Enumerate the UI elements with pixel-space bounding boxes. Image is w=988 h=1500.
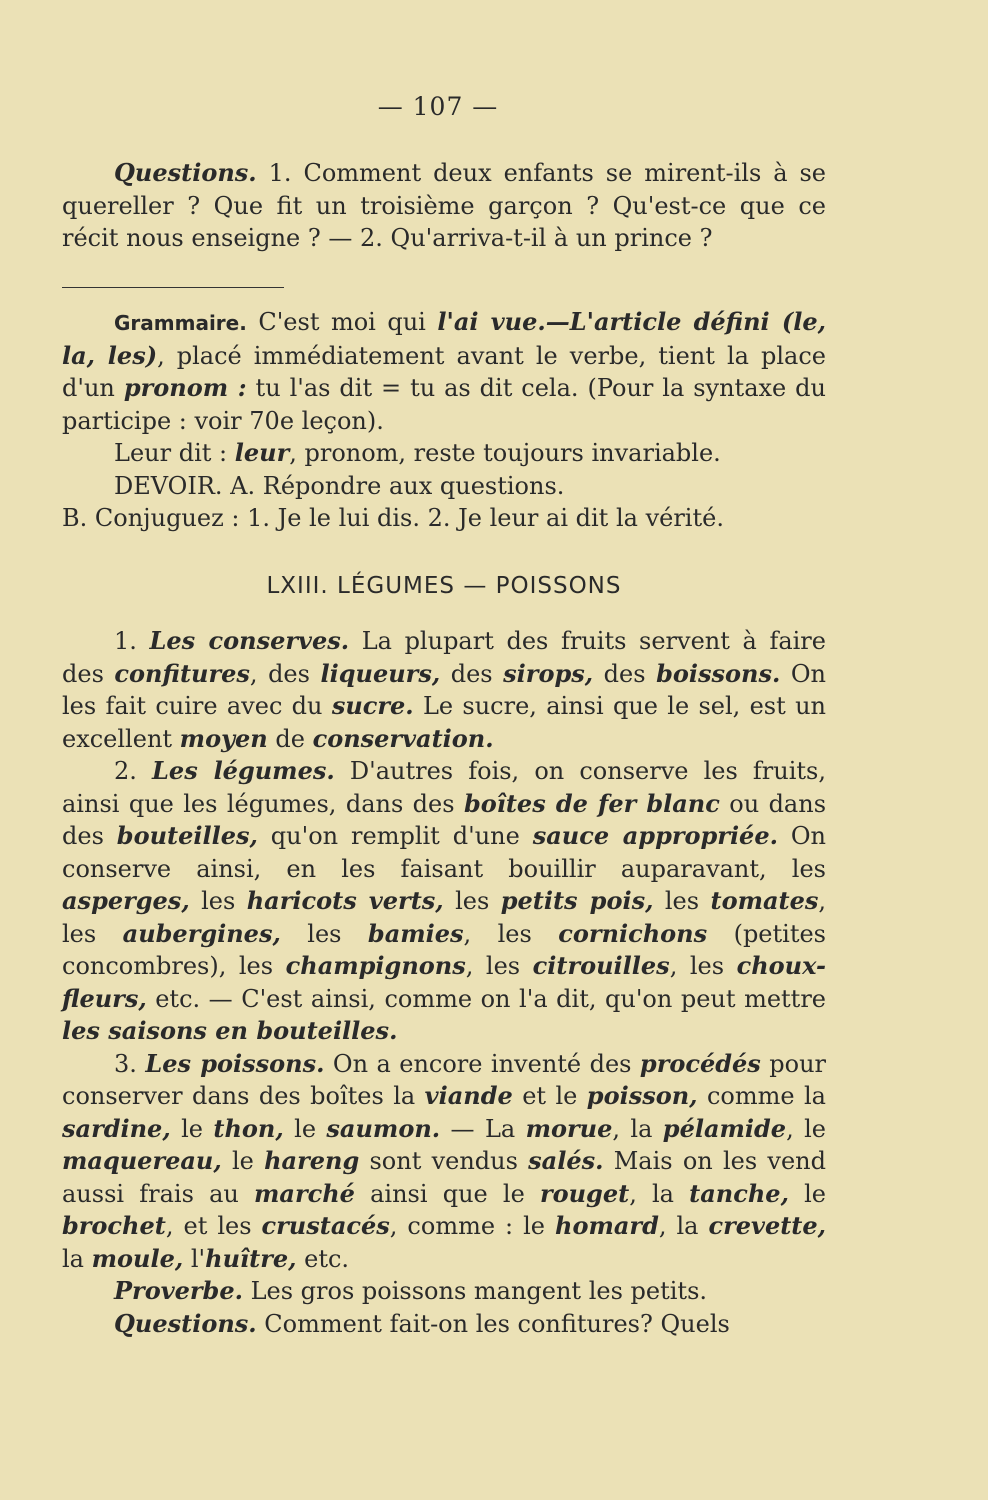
paragraph-conserves xyxy=(62,625,826,755)
grammar-text: C'est moi qui xyxy=(246,308,438,336)
text: ainsi que le xyxy=(354,1179,540,1208)
text: pour conserver dans des boîtes la xyxy=(62,1049,827,1110)
text: , les xyxy=(669,952,737,980)
emphasis: crevette, xyxy=(708,1211,827,1240)
emphasis: sauce appropriée. xyxy=(532,821,778,850)
text: Mais on les vend aussi frais au xyxy=(62,1147,827,1208)
emphasis: petits pois, xyxy=(500,886,654,915)
text: , comme : le xyxy=(389,1212,556,1240)
questions-text: Comment fait-on les confitures? Quels xyxy=(256,1309,730,1338)
text: ou dans des xyxy=(62,789,827,850)
emphasis: homard xyxy=(555,1211,659,1240)
questions-label: Questions. xyxy=(114,158,257,187)
grammar-label: Grammaire. xyxy=(114,311,247,335)
emphasis: crustacés xyxy=(261,1211,390,1240)
text: On les fait cuire avec du xyxy=(62,659,827,720)
proverb-paragraph xyxy=(62,1275,826,1308)
text: et le xyxy=(512,1082,587,1110)
emphasis: marché xyxy=(254,1178,355,1208)
section-divider xyxy=(62,287,284,288)
emphasis: procédés xyxy=(639,1048,761,1078)
emphasis: haricots verts, xyxy=(246,886,444,915)
text: le xyxy=(221,1147,265,1175)
text: sont vendus xyxy=(359,1147,529,1175)
text: les xyxy=(189,887,247,915)
text: On conserve ainsi, en les faisant bouillir auparavant, les xyxy=(62,822,826,883)
text: le xyxy=(788,1179,826,1208)
text: , les xyxy=(62,887,827,948)
grammar-emphasis: L'article défini (le, la, les) xyxy=(62,307,826,370)
text: comme la xyxy=(697,1082,826,1110)
emphasis: boissons. xyxy=(656,658,781,688)
questions-text: 1. Comment deux enfants se mirent-ils à se quereller ? Que fit un troisième garçon ? Qu'est-ce que ce récit nous enseigne ? — 2. Qu'arriva-t-il à un prince ? xyxy=(62,159,826,252)
top-section xyxy=(62,157,826,255)
text: des xyxy=(593,659,657,688)
para-number: 1. xyxy=(114,627,150,655)
grammar-section xyxy=(62,306,826,535)
grammar-emphasis: l'ai xyxy=(437,307,479,336)
paragraph-legumes xyxy=(62,755,826,1048)
page-number: — 107 — xyxy=(377,92,499,121)
emphasis: saumon. xyxy=(326,1113,441,1143)
text: La plupart des fruits servent à faire des xyxy=(62,627,826,688)
emphasis: boîtes de fer blanc xyxy=(463,788,720,818)
emphasis: citrouilles xyxy=(532,951,670,980)
emphasis: rouget xyxy=(539,1178,630,1208)
text: On a encore inventé des xyxy=(324,1049,640,1078)
text: les xyxy=(443,887,501,915)
emphasis: thon, xyxy=(213,1113,284,1143)
emphasis: sirops, xyxy=(503,658,594,688)
text: etc. — C'est ainsi, comme on l'a dit, qu'on peut mettre xyxy=(146,984,826,1013)
emphasis: sardine, xyxy=(62,1113,171,1143)
emphasis: sucre. xyxy=(331,691,414,720)
emphasis: choux-fleurs, xyxy=(62,951,826,1013)
emphasis: cornichons xyxy=(558,918,708,948)
text: , et les xyxy=(165,1212,262,1240)
text: des xyxy=(440,659,504,688)
emphasis: asperges, xyxy=(62,886,190,915)
emphasis: moule, xyxy=(91,1243,184,1273)
text: l' xyxy=(183,1244,206,1273)
leur-text: Leur dit : xyxy=(114,439,235,467)
emphasis: champignons xyxy=(285,951,466,980)
grammar-emphasis: pronom : xyxy=(123,373,247,402)
text: le xyxy=(283,1114,327,1143)
text: D'autres fois, on conserve les fruits, ainsi que les légumes, dans des xyxy=(62,757,827,818)
grammar-emphasis: vue.— xyxy=(478,307,570,336)
emphasis: les saisons en bouteilles. xyxy=(62,1016,398,1045)
emphasis: maquereau, xyxy=(62,1146,222,1175)
text: Le sucre, ainsi que le sel, est un excellent xyxy=(62,692,826,753)
emphasis: tanche, xyxy=(689,1178,789,1208)
text: qu'on remplit d'une xyxy=(257,822,533,850)
para-title: Les conserves. xyxy=(149,626,350,655)
emphasis: huître, xyxy=(205,1243,297,1273)
emphasis: salés. xyxy=(528,1146,604,1175)
leur-text: , pronom, reste toujours invariable. xyxy=(289,439,721,467)
leur-emphasis: leur xyxy=(234,438,290,467)
questions-bottom-paragraph xyxy=(62,1308,826,1341)
text: les xyxy=(280,919,368,948)
text: , la xyxy=(658,1212,709,1240)
proverb-label: Proverbe. xyxy=(114,1276,243,1305)
proverb-text: Les gros poissons mangent les petits. xyxy=(242,1277,708,1305)
emphasis: viande xyxy=(424,1081,513,1110)
text: , les xyxy=(463,919,559,948)
text: (petites concombres), les xyxy=(62,919,826,980)
grammar-text: , placé immédiatement avant le verbe, tient la place d'un xyxy=(62,341,826,402)
questions-paragraph xyxy=(62,157,826,255)
emphasis: bouteilles, xyxy=(116,821,258,850)
lesson-heading: LXIII. LÉGUMES — POISSONS xyxy=(266,573,622,599)
text: le xyxy=(170,1114,214,1143)
emphasis: conservation. xyxy=(312,723,494,753)
emphasis: tomates xyxy=(710,886,819,915)
questions-label: Questions. xyxy=(114,1308,257,1338)
emphasis: liqueurs, xyxy=(320,658,441,688)
emphasis: confitures xyxy=(114,658,250,688)
emphasis: aubergines, xyxy=(122,918,281,948)
emphasis: hareng xyxy=(264,1146,360,1175)
devoir-line-1: DEVOIR. A. Répondre aux questions. xyxy=(114,471,565,500)
emphasis: poisson, xyxy=(586,1081,698,1110)
para-number: 3. xyxy=(114,1049,146,1078)
text: , la xyxy=(629,1179,690,1208)
grammar-paragraph xyxy=(62,306,826,437)
text: etc. xyxy=(296,1244,350,1273)
lesson-body xyxy=(62,625,826,1340)
leur-paragraph xyxy=(62,437,826,470)
text: , la xyxy=(612,1114,663,1143)
grammar-text: tu l'as dit = tu as dit cela. (Pour la syntaxe du participe : voir 70e leçon). xyxy=(62,374,826,435)
text: , des xyxy=(249,659,321,688)
devoir-line-2: B. Conjuguez : 1. Je le lui dis. 2. Je leur ai dit la vérité. xyxy=(62,504,724,532)
text: , le xyxy=(786,1114,826,1143)
text: , les xyxy=(465,952,533,980)
para-number: 2. xyxy=(114,757,153,785)
para-title: Les poissons. xyxy=(145,1048,325,1078)
text: de xyxy=(267,724,313,753)
paragraph-poissons xyxy=(62,1048,826,1276)
emphasis: pélamide xyxy=(662,1113,787,1143)
text: les xyxy=(653,887,711,915)
emphasis: bamies xyxy=(367,918,464,948)
emphasis: brochet xyxy=(62,1211,166,1240)
text: la xyxy=(62,1244,92,1273)
emphasis: morue xyxy=(525,1113,613,1143)
para-title: Les légumes. xyxy=(152,756,335,785)
text: — La xyxy=(440,1114,526,1143)
emphasis: moyen xyxy=(179,723,268,753)
